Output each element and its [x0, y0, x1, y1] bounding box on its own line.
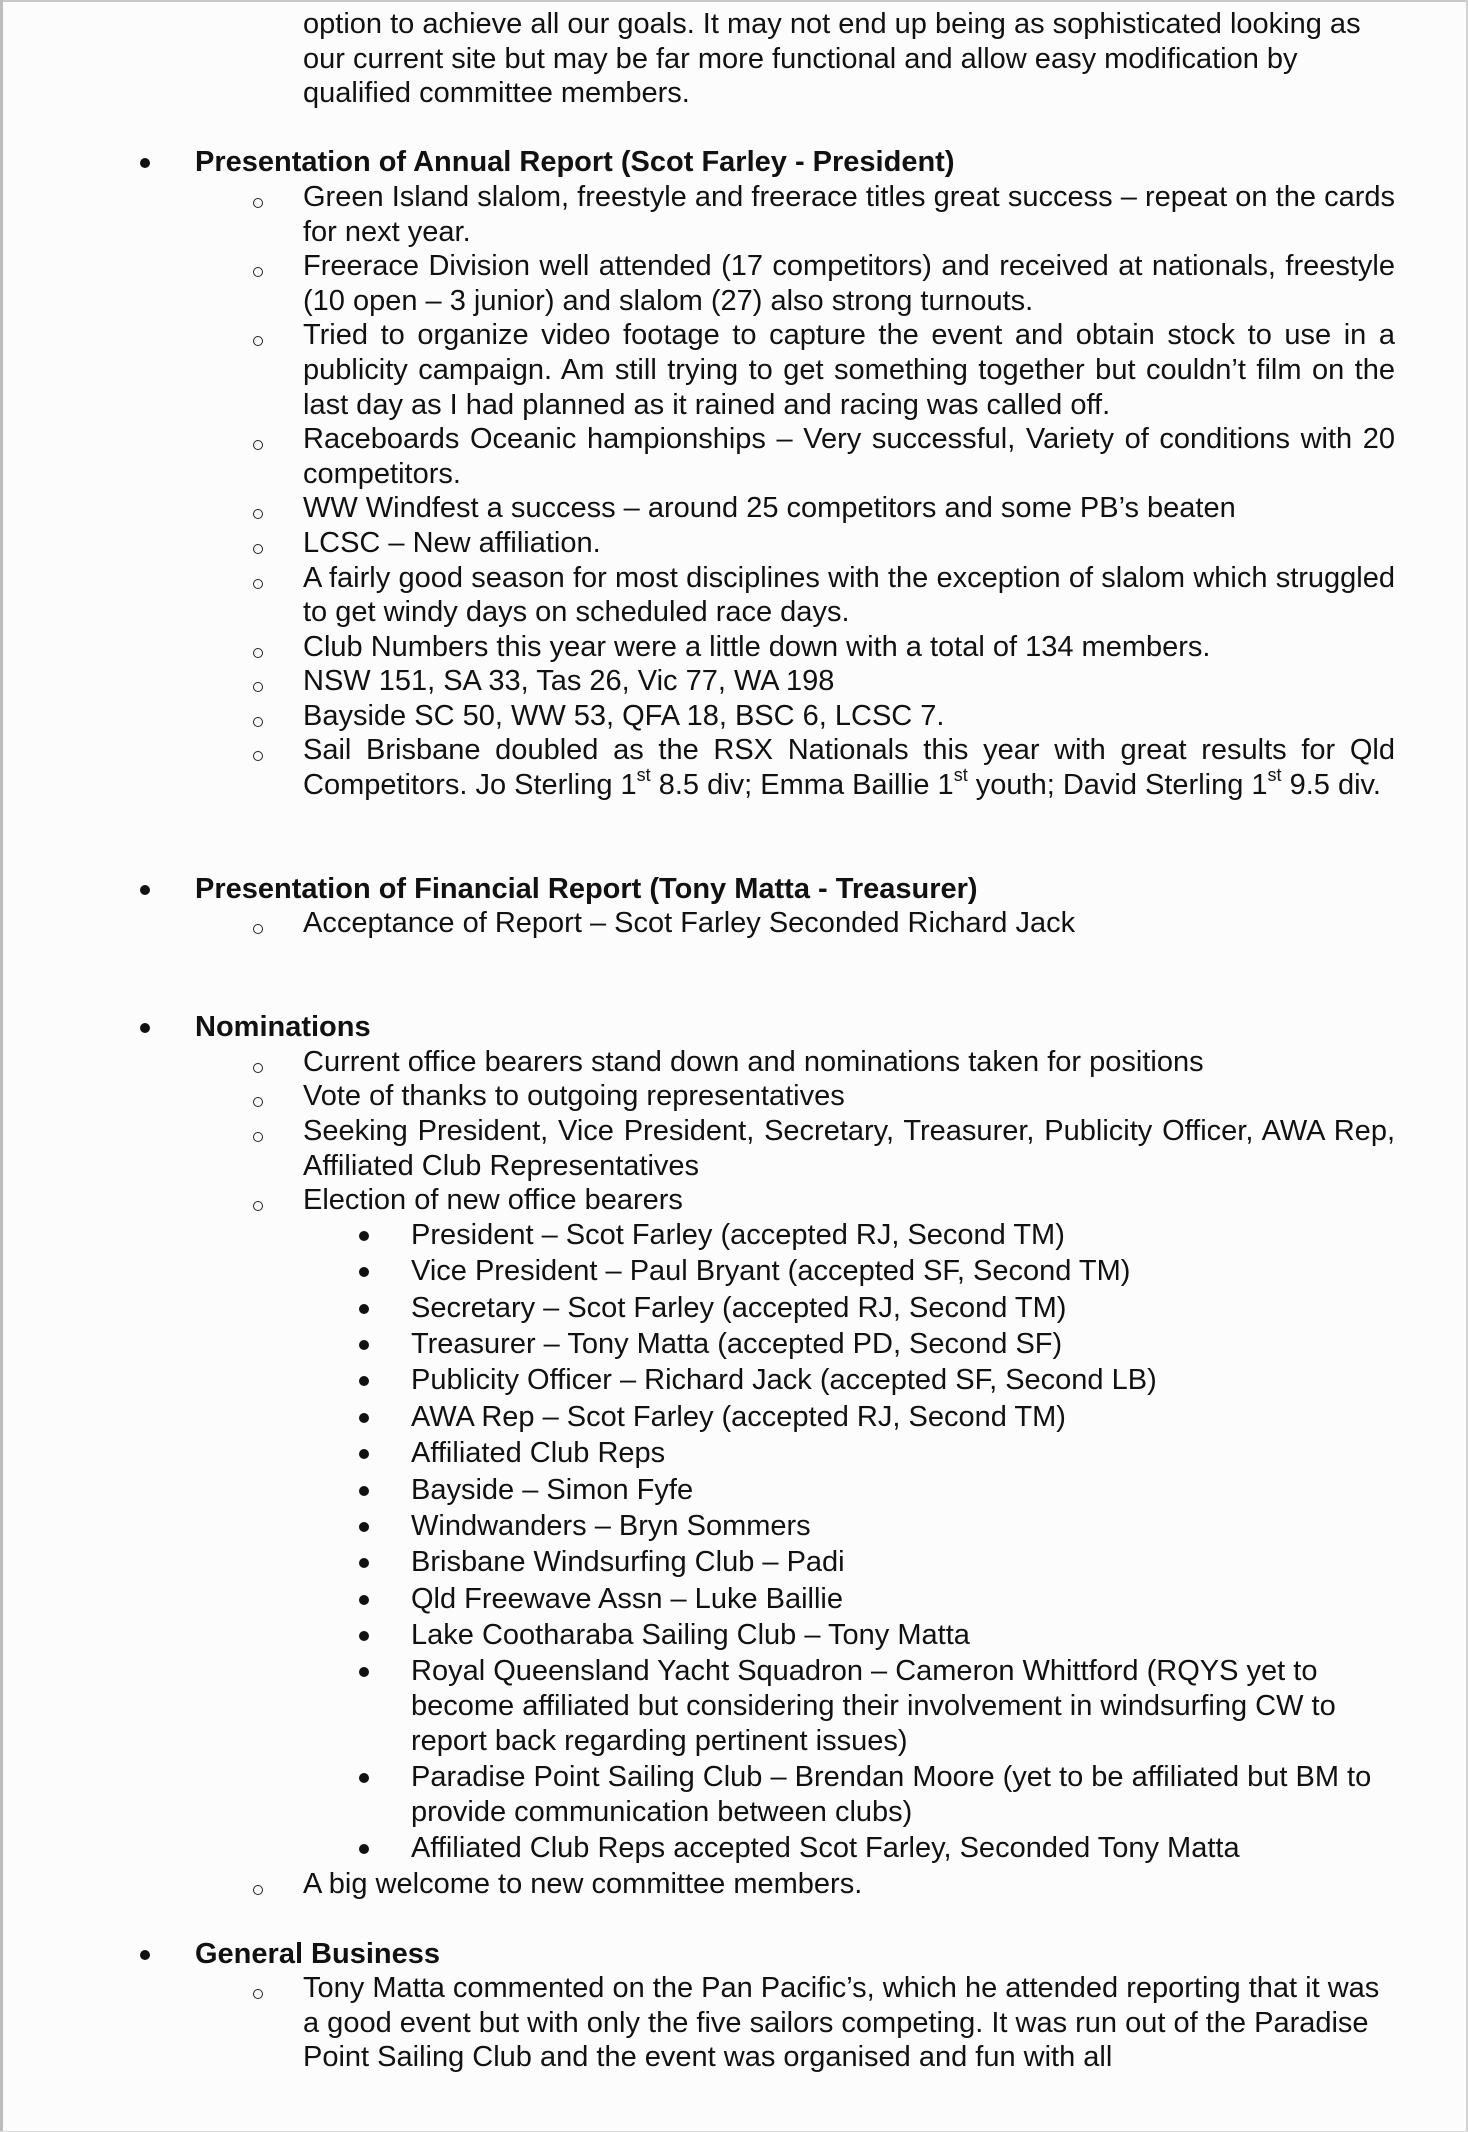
- circle-bullet-icon: [253, 906, 263, 941]
- bullet-icon: [359, 1654, 369, 1689]
- list-item: Freerace Division well attended (17 competitors) and received at nationals, freestyle (10 open – 3 junior) and slalom (27) also strong turnouts.: [303, 249, 1395, 318]
- bullet-icon: [359, 1400, 369, 1435]
- bullet-icon: [359, 1327, 369, 1362]
- circle-bullet-icon: [253, 249, 263, 284]
- circle-bullet-icon: [253, 699, 263, 734]
- circle-bullet-icon: [253, 733, 263, 768]
- section-heading: [0, 1010, 1395, 1045]
- election-result: Qld Freewave Assn – Luke Baillie: [411, 1582, 1395, 1617]
- bullet-icon: [359, 1473, 369, 1508]
- list-item: Vote of thanks to outgoing representatives: [303, 1079, 1395, 1114]
- section-heading: [0, 1937, 1395, 1972]
- election-result: Publicity Officer – Richard Jack (accepted SF, Second LB): [411, 1363, 1395, 1398]
- heading-text: General Business: [195, 1937, 440, 1970]
- bullet-icon: [359, 1831, 369, 1866]
- circle-bullet-icon: [253, 664, 263, 699]
- document-body: [0, 7, 1468, 2075]
- section-heading: [0, 145, 1395, 180]
- spacer: [0, 976, 1468, 1011]
- bullet-icon: [359, 1582, 369, 1617]
- list-item-rsx-results: Sail Brisbane doubled as the RSX Nationals this year with great results for Qld Competitors. Jo Sterling 1st 8.5 div; Emma Baillie 1st youth; David Sterling 1st 9.5 div.: [303, 733, 1395, 802]
- election-result: Paradise Point Sailing Club – Brendan Moore (yet to be affiliated but BM to provide communication between clubs): [411, 1760, 1395, 1829]
- election-result: Lake Cootharaba Sailing Club – Tony Matta: [411, 1618, 1395, 1653]
- spacer: [0, 111, 1468, 146]
- circle-bullet-icon: [253, 180, 263, 215]
- spacer: [0, 803, 1468, 838]
- election-result: Secretary – Scot Farley (accepted RJ, Second TM): [411, 1291, 1395, 1326]
- circle-bullet-icon: [253, 1971, 263, 2006]
- election-result: Brisbane Windsurfing Club – Padi: [411, 1545, 1395, 1580]
- list-item: WW Windfest a success – around 25 competitors and some PB’s beaten: [303, 491, 1395, 526]
- list-item: Club Numbers this year were a little down with a total of 134 members.: [303, 630, 1395, 665]
- list-item: Acceptance of Report – Scot Farley Seconded Richard Jack: [303, 906, 1395, 941]
- heading-text: Presentation of Annual Report (Scot Farley - President): [195, 146, 955, 179]
- circle-bullet-icon: [253, 318, 263, 353]
- election-result: Royal Queensland Yacht Squadron – Cameron Whittford (RQYS yet to become affiliated but considering their involvement in windsurfing CW to report back regarding pertinent issues): [411, 1654, 1395, 1758]
- circle-bullet-icon: [253, 1114, 263, 1149]
- list-item: Seeking President, Vice President, Secretary, Treasurer, Publicity Officer, AWA Rep, Affiliated Club Representatives: [303, 1114, 1395, 1183]
- circle-bullet-icon: [253, 630, 263, 665]
- bullet-icon: [140, 145, 160, 180]
- bullet-icon: [140, 1010, 160, 1045]
- circle-bullet-icon: [253, 561, 263, 596]
- list-item: Raceboards Oceanic hampionships – Very successful, Variety of conditions with 20 competitors.: [303, 422, 1395, 491]
- list-item: Current office bearers stand down and nominations taken for positions: [303, 1045, 1395, 1080]
- list-item: Green Island slalom, freestyle and freerace titles great success – repeat on the cards for next year.: [303, 180, 1395, 249]
- bullet-icon: [359, 1363, 369, 1398]
- circle-bullet-icon: [253, 526, 263, 561]
- list-item: Election of new office bearers: [303, 1183, 1395, 1218]
- bullet-icon: [359, 1545, 369, 1580]
- bullet-icon: [359, 1618, 369, 1653]
- election-result: President – Scot Farley (accepted RJ, Second TM): [411, 1218, 1395, 1253]
- bullet-icon: [359, 1218, 369, 1253]
- election-result: AWA Rep – Scot Farley (accepted RJ, Second TM): [411, 1400, 1395, 1435]
- election-result: Vice President – Paul Bryant (accepted SF, Second TM): [411, 1254, 1395, 1289]
- circle-bullet-icon: [253, 491, 263, 526]
- heading-text: Presentation of Financial Report (Tony Matta - Treasurer): [195, 872, 978, 905]
- circle-bullet-icon: [253, 422, 263, 457]
- spacer: [0, 1902, 1468, 1937]
- circle-bullet-icon: [253, 1045, 263, 1080]
- list-item: Tried to organize video footage to capture the event and obtain stock to use in a publicity campaign. Am still trying to get something together but couldn’t film on the last day as I had planned as it rained and racing was called off.: [303, 318, 1395, 422]
- list-item: LCSC – New affiliation.: [303, 526, 1395, 561]
- bullet-icon: [359, 1509, 369, 1544]
- spacer: [0, 941, 1468, 976]
- bullet-icon: [359, 1760, 369, 1795]
- election-result: Affiliated Club Reps: [411, 1436, 1395, 1471]
- election-result: Treasurer – Tony Matta (accepted PD, Second SF): [411, 1327, 1395, 1362]
- circle-bullet-icon: [253, 1183, 263, 1218]
- circle-bullet-icon: [253, 1867, 263, 1902]
- list-item: Tony Matta commented on the Pan Pacific’s, which he attended reporting that it was a good event but with only the five sailors competing. It was run out of the Paradise Point Sailing Club and the event was organised and fun with all: [303, 1971, 1395, 2075]
- bullet-icon: [359, 1254, 369, 1289]
- section-heading: [0, 872, 1395, 907]
- heading-text: Nominations: [195, 1011, 371, 1044]
- list-item: Bayside SC 50, WW 53, QFA 18, BSC 6, LCSC 7.: [303, 699, 1395, 734]
- section-general-business: [0, 1937, 1468, 2075]
- election-result: Bayside – Simon Fyfe: [411, 1473, 1395, 1508]
- election-result: Affiliated Club Reps accepted Scot Farley, Seconded Tony Matta: [411, 1831, 1395, 1866]
- circle-bullet-icon: [253, 1079, 263, 1114]
- section-annual-report: [0, 145, 1468, 802]
- bullet-icon: [359, 1436, 369, 1471]
- spacer: [0, 837, 1468, 872]
- intro-paragraph: option to achieve all our goals. It may not end up being as sophisticated looking as our current site but may be far more functional and allow easy modification by qualified committee members.: [303, 8, 1361, 110]
- bullet-icon: [140, 1937, 160, 1972]
- list-item: NSW 151, SA 33, Tas 26, Vic 77, WA 198: [303, 664, 1395, 699]
- list-item: A fairly good season for most disciplines with the exception of slalom which struggled to get windy days on scheduled race days.: [303, 561, 1395, 630]
- page-border-top: [0, 0, 1468, 2]
- bullet-icon: [359, 1291, 369, 1326]
- section-nominations: [0, 1010, 1468, 1902]
- list-item: A big welcome to new committee members.: [303, 1867, 1395, 1902]
- bullet-icon: [140, 872, 160, 907]
- section-financial-report: [0, 872, 1468, 941]
- election-result: Windwanders – Bryn Sommers: [411, 1509, 1395, 1544]
